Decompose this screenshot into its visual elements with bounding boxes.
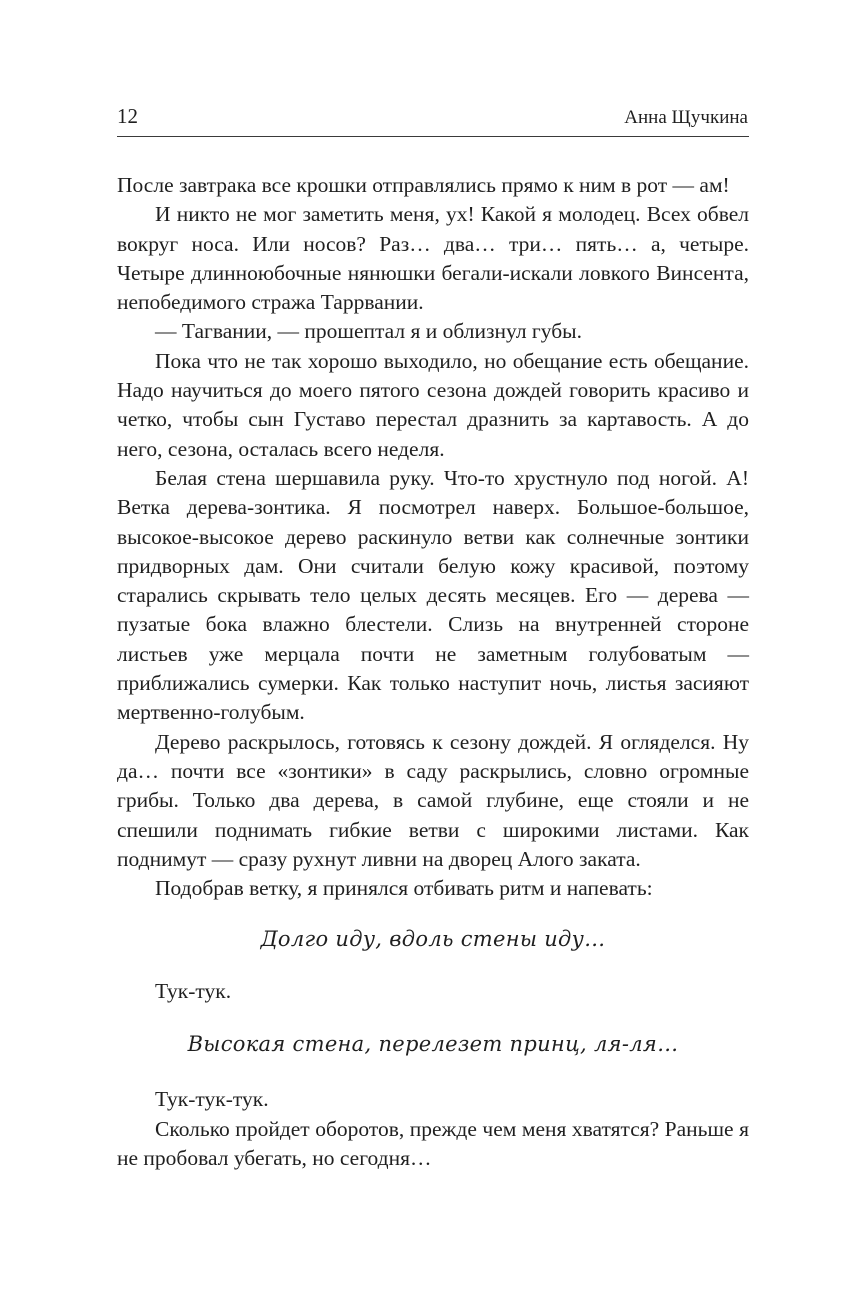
song-verse: Долго иду, вдоль стены иду… xyxy=(260,927,606,952)
song-verse: Высокая стена, перелезет принц, ля-ля… xyxy=(187,1032,679,1057)
body-text xyxy=(117,171,749,1173)
header-rule xyxy=(117,136,749,137)
sound-effect: Тук-тук. xyxy=(155,978,232,1003)
paragraph: Сколько пройдет оборотов, прежде чем меня хватятся? Раньше я не пробовал убегать, но сегодня… xyxy=(117,1116,749,1170)
paragraph: Подобрав ветку, я принялся отбивать ритм и напевать: xyxy=(155,876,653,901)
paragraph: Пока что не так хорошо выходило, но обещание есть обещание. Надо научиться до моего пятого сезона дождей говорить красиво и четко, чтобы сын Густаво перестал дразнить за картавость. А до него, сезона, осталась всего неделя. xyxy=(117,348,749,461)
running-head-author: Анна Щучкина xyxy=(624,107,748,128)
page-number: 12 xyxy=(117,104,138,128)
paragraph-dialogue: — Тагвании, — прошептал я и облизнул губы. xyxy=(155,319,582,344)
paragraph: После завтрака все крошки отправлялись прямо к ним в рот — ам! xyxy=(117,173,730,197)
paragraph: Дерево раскрылось, готовясь к сезону дождей. Я огляделся. Ну да… почти все «зонтики» в саду раскрылись, словно огромные грибы. Только два дерева, в самой глубине, еще стояли и не спешили поднимать гибкие ветви с широкими листами. Как поднимут — сразу рухнут ливни на дворец Алого заката. xyxy=(117,729,749,871)
paragraph: И никто не мог заметить меня, ух! Какой я молодец. Всех обвел вокруг носа. Или носов? Раз… два… три… пять… а, четыре. Четыре длинноюбочные нянюшки бегали-искали ловкого Винсента, непобедимого стража Таррвании. xyxy=(117,202,749,315)
paragraph: Белая стена шершавила руку. Что-то хрустнуло под ногой. А! Ветка дерева-зонтика. Я посмотрел наверх. Большое-большое, высокое-высокое дерево раскинуло ветви как солнечные зонтики придворных дам. Они считали белую кожу красивой, поэтому старались скрывать тело целых десять месяцев. Его — дерева — пузатые бока влажно блестели. Слизь на внутренней стороне листьев уже мерцала почти не заметным голубоватым — приближались сумерки. Как только наступит ночь, листья засияют мертвенно-голубым. xyxy=(117,465,749,725)
sound-effect: Тук-тук-тук. xyxy=(155,1087,269,1112)
